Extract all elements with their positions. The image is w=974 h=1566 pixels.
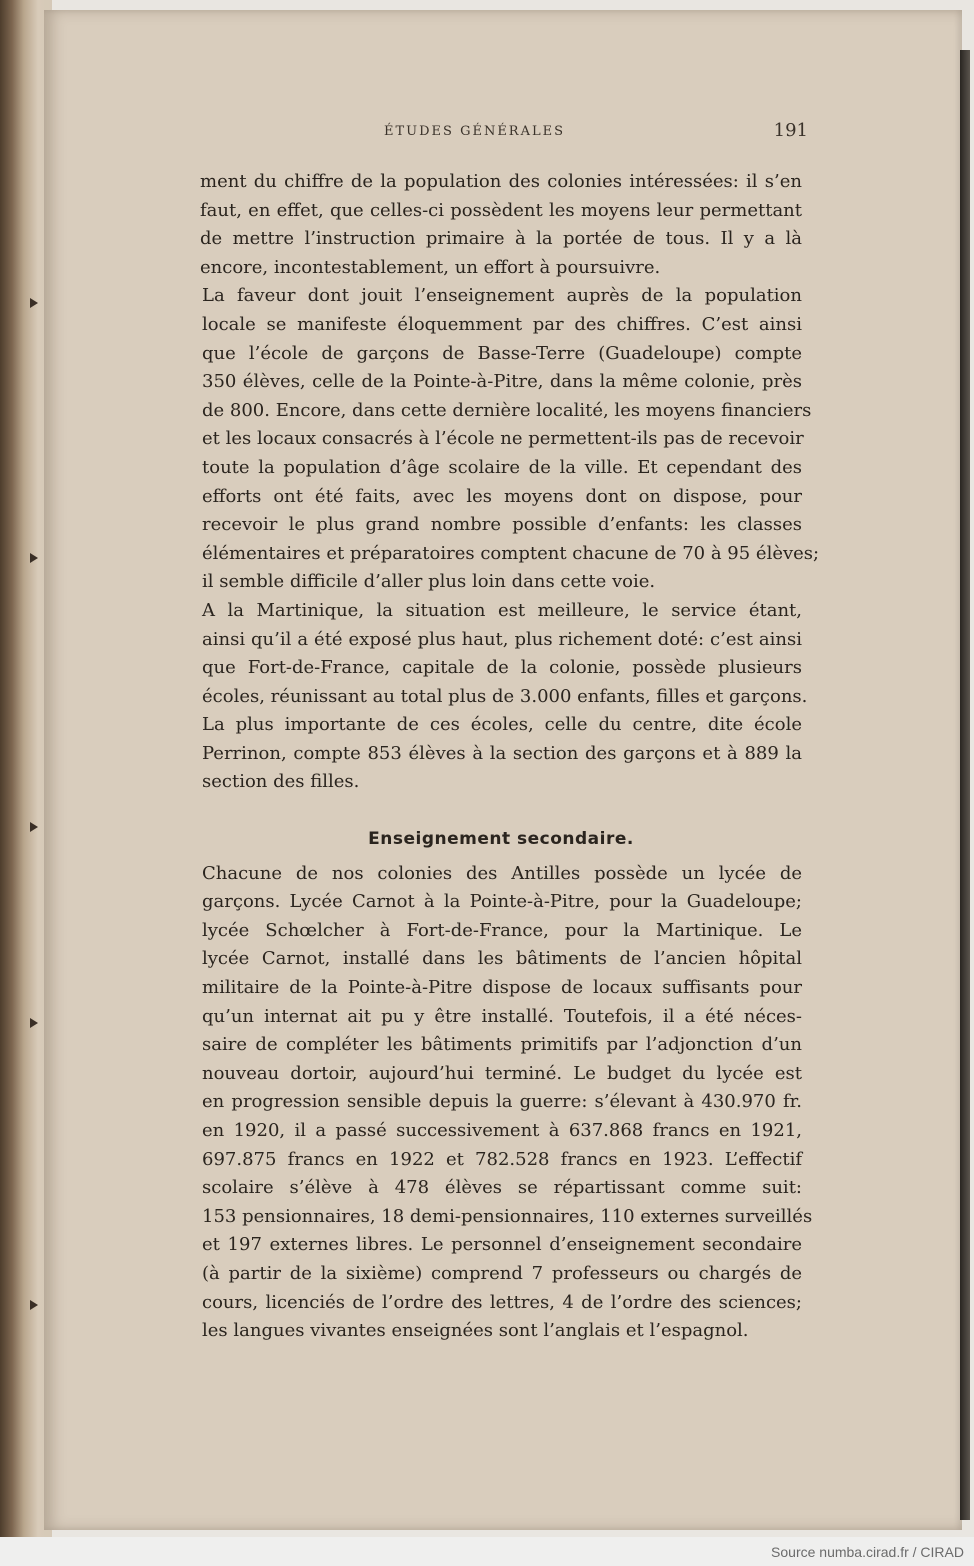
text-line: efforts ont été faits, avec les moyens dont on dispose, pour	[202, 485, 802, 507]
text-line: La plus importante de ces écoles, celle du centre, dite école	[202, 714, 802, 736]
text-line: Chacune de nos colonies des Antilles possède un lycée de	[202, 862, 802, 884]
text-line: garçons. Lycée Carnot à la Pointe-à-Pitre, pour la Guadeloupe;	[202, 891, 802, 913]
text-line: La faveur dont jouit l’enseignement auprès de la population	[202, 285, 802, 307]
text-line: locale se manifeste éloquemment par des chiffres. C’est ainsi	[202, 313, 802, 335]
text-line: (à partir de la sixième) comprend 7 professeurs ou chargés de	[202, 1262, 802, 1284]
text-line: en 1920, il a passé successivement à 637.868 francs en 1921,	[202, 1120, 802, 1141]
text-line: nouveau dortoir, aujourd’hui terminé. Le budget du lycée est	[202, 1062, 802, 1084]
text-line: 153 pensionnaires, 18 demi-pensionnaires, 110 externes surveillés	[202, 1205, 813, 1227]
page-edge-shadow	[960, 50, 970, 1520]
running-header	[200, 120, 808, 144]
paragraph-guadeloupe	[200, 282, 820, 597]
text-line: cours, licenciés de l’ordre des lettres, 4 de l’ordre des sciences;	[202, 1291, 802, 1313]
text-line: les langues vivantes enseignées sont l’anglais et l’espagnol.	[202, 1320, 749, 1342]
text-line: il semble difficile d’aller plus loin dans cette voie.	[202, 571, 656, 593]
text-line: A la Martinique, la situation est meilleure, le service étant,	[202, 599, 802, 621]
body-text	[200, 168, 820, 1346]
text-line: Perrinon, compte 853 élèves à la section des garçons et à 889 la	[202, 742, 802, 764]
paragraph-continuation	[200, 168, 802, 282]
text-line: que l’école de garçons de Basse-Terre (Guadeloupe) compte	[202, 342, 802, 364]
text-line: faut, en effet, que celles-ci possèdent les moyens leur permettant	[200, 199, 802, 221]
text-line: en progression sensible depuis la guerre: s’élevant à 430.970 fr.	[202, 1091, 802, 1113]
text-line: élémentaires et préparatoires comptent chacune de 70 à 95 élèves;	[202, 542, 820, 564]
text-line: encore, incontestablement, un effort à poursuivre.	[200, 256, 661, 278]
page-number: 191	[773, 120, 808, 141]
text-line: et les locaux consacrés à l’école ne permettent-ils pas de recevoir	[202, 428, 804, 450]
running-title: ÉTUDES GÉNÉRALES	[384, 124, 566, 139]
text-line: que Fort-de-France, capitale de la colonie, possède plusieurs	[202, 657, 802, 679]
paragraph-martinique	[200, 597, 808, 797]
text-line: toute la population d’âge scolaire de la ville. Et cependant des	[202, 456, 802, 478]
text-line: ment du chiffre de la population des colonies intéressées: il s’en	[200, 171, 802, 192]
source-credit-link[interactable]: Source numba.cirad.fr / CIRAD	[771, 1544, 964, 1560]
text-line: recevoir le plus grand nombre possible d’enfants: les classes	[202, 514, 802, 536]
text-line: lycée Carnot, installé dans les bâtiments de l’ancien hôpital	[202, 948, 802, 970]
text-line: de mettre l’instruction primaire à la portée de tous. Il y a là	[200, 228, 802, 250]
text-line: ainsi qu’il a été exposé plus haut, plus richement doté: c’est ainsi	[202, 628, 802, 650]
text-line: saire de compléter les bâtiments primitifs par l’adjonction d’un	[202, 1034, 802, 1056]
text-line: et 197 externes libres. Le personnel d’enseignement secondaire	[202, 1234, 802, 1256]
text-line: écoles, réunissant au total plus de 3.000 enfants, filles et garçons.	[202, 685, 808, 707]
text-line: 697.875 francs en 1922 et 782.528 francs en 1923. L’effectif	[202, 1148, 802, 1170]
text-line: lycée Schœlcher à Fort-de-France, pour la Martinique. Le	[202, 919, 802, 941]
text-line: qu’un internat ait pu y être installé. Toutefois, il a été néces-	[202, 1005, 802, 1027]
text-line: scolaire s’élève à 478 élèves se répartissant comme suit:	[202, 1177, 802, 1199]
paragraph-secondary-education	[200, 860, 813, 1346]
section-heading: Enseignement secondaire.	[368, 829, 634, 850]
text-line: de 800. Encore, dans cette dernière localité, les moyens financiers	[202, 399, 812, 421]
text-line: 350 élèves, celle de la Pointe-à-Pitre, dans la même colonie, près	[202, 371, 802, 393]
text-line: militaire de la Pointe-à-Pitre dispose de locaux suffisants pour	[202, 977, 802, 999]
text-line: section des filles.	[202, 771, 360, 793]
